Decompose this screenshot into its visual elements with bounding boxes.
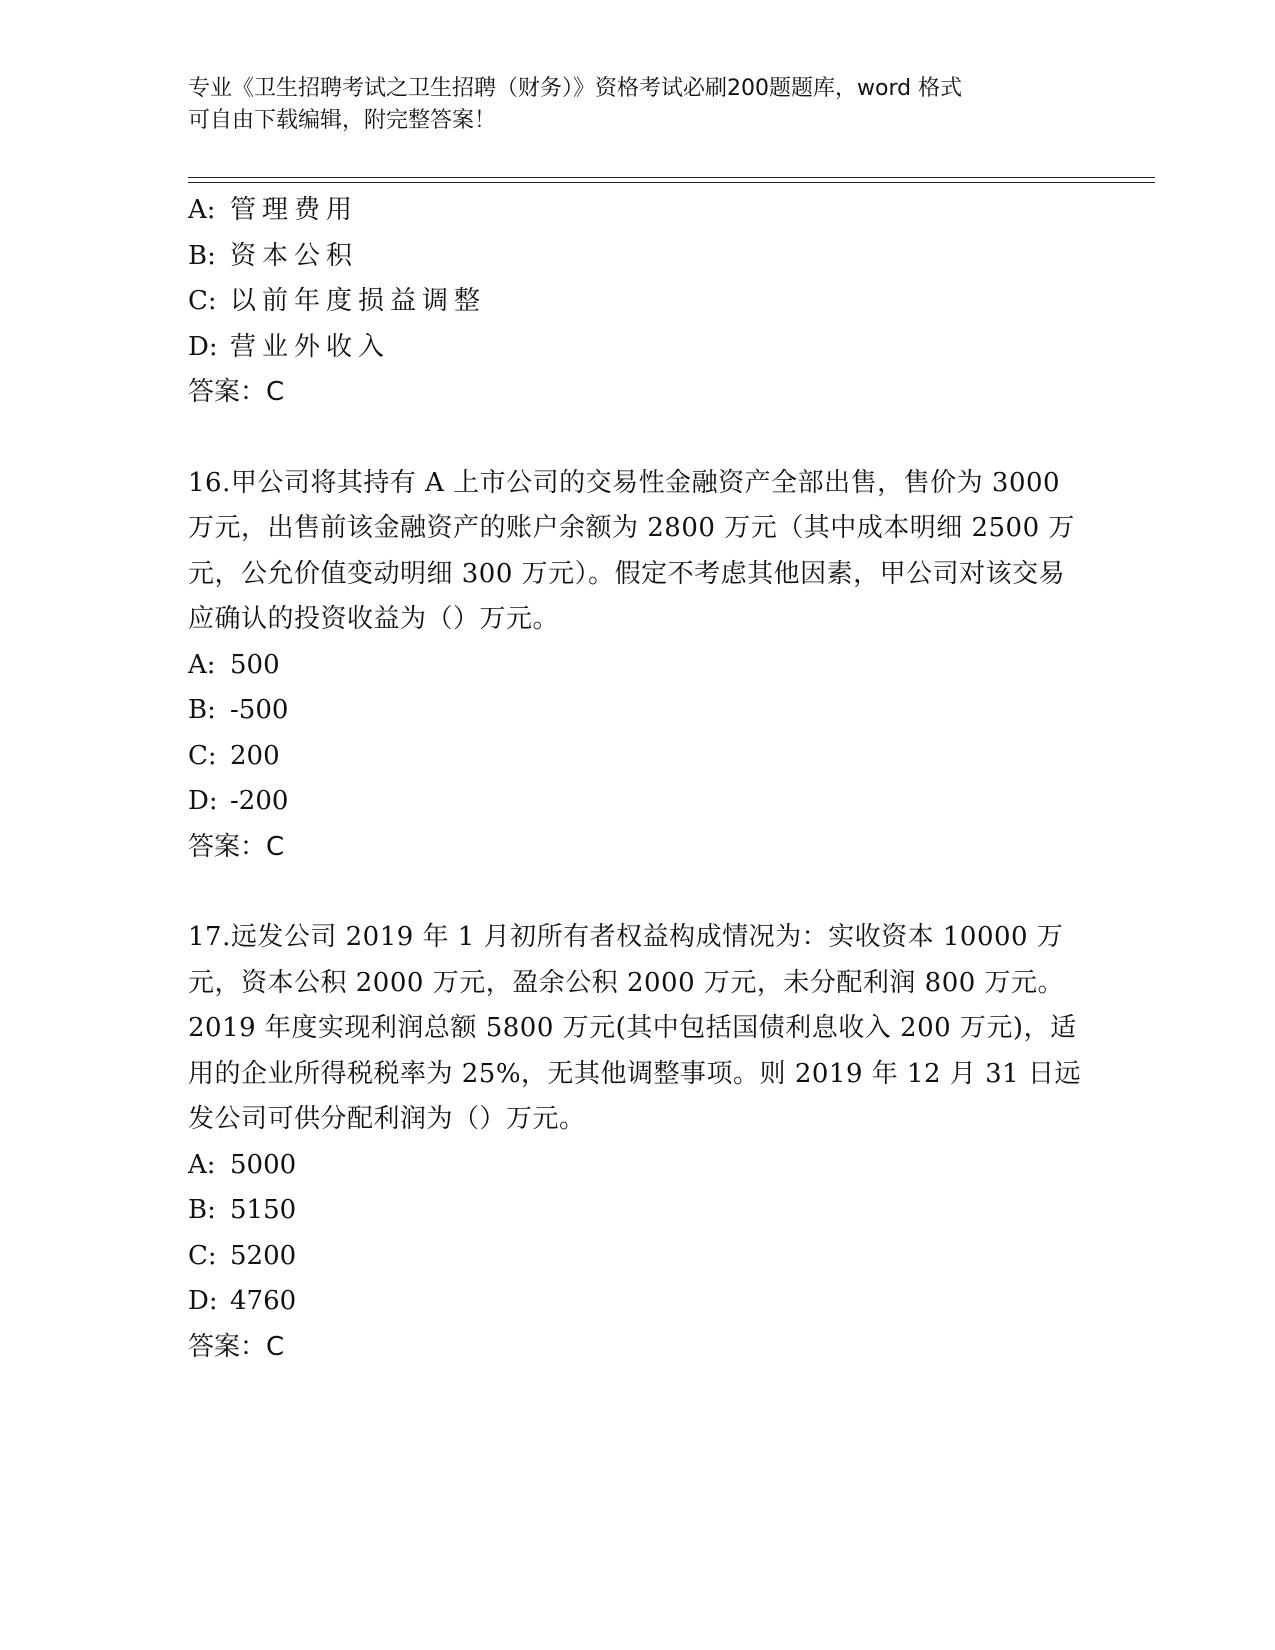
option-c <box>188 734 1088 780</box>
document-header <box>188 73 1088 137</box>
option-a <box>188 1143 1088 1189</box>
option-label: A: <box>188 195 216 225</box>
option-d <box>188 1279 1088 1325</box>
option-label: A: <box>188 1149 216 1180</box>
header-divider <box>188 177 1155 183</box>
option-label: D: <box>188 786 218 816</box>
question-stem: 16.甲公司将其持有 A 上市公司的交易性金融资产全部出售，售价为 3000 万元，出售前该金融资产的账户余额为 2800 万元（其中成本明细 2500 万元，公允价值变动明细 300 万元）。假定不考虑其他因素，甲公司对该交易应确认的投资收益为（）万元。 <box>188 467 1075 634</box>
question-17 <box>188 915 1088 1370</box>
answer-line: 答案：C <box>188 1331 285 1362</box>
option-text: 资本公积 <box>230 240 359 271</box>
option-text: 管理费用 <box>230 195 359 225</box>
option-label: B: <box>188 240 216 271</box>
option-text: 5200 <box>230 1240 297 1271</box>
option-text: 5000 <box>230 1149 297 1180</box>
option-text: 营业外收入 <box>230 331 391 362</box>
question-15 <box>188 188 1088 416</box>
question-content <box>188 188 1088 1370</box>
option-a <box>188 643 1088 689</box>
option-label: B: <box>188 695 216 725</box>
option-c <box>188 279 1088 325</box>
option-label: B: <box>188 1195 216 1225</box>
option-d <box>188 779 1088 825</box>
option-label: C: <box>188 286 217 316</box>
option-a <box>188 188 1088 234</box>
option-label: D: <box>188 331 218 362</box>
option-b <box>188 688 1088 734</box>
header-line-1: 专业《卫生招聘考试之卫生招聘（财务）》资格考试必刷200题题库，word 格式 <box>188 76 963 101</box>
option-label: A: <box>188 649 216 680</box>
option-c <box>188 1234 1088 1280</box>
option-label: D: <box>188 1286 218 1316</box>
option-label: C: <box>188 740 217 771</box>
option-text: -200 <box>230 786 289 816</box>
option-text: 以前年度损益调整 <box>230 286 487 316</box>
option-text: -500 <box>230 695 289 725</box>
question-stem: 17.远发公司 2019 年 1 月初所有者权益构成情况为：实收资本 10000 万元，资本公积 2000 万元，盈余公积 2000 万元，未分配利润 800 万元。2019 年度实现利润总额 5800 万元(其中包括国债利息收入 200 万元)，适用的企业所得税税率为 25%，无其他调整事项。则 2019 年 12 月 31 日远发公司可供分配利润为（）万元。 <box>188 922 1081 1134</box>
option-text: 200 <box>230 740 280 771</box>
answer-line: 答案：C <box>188 377 285 407</box>
option-text: 500 <box>230 649 280 680</box>
question-16 <box>188 461 1088 871</box>
option-d <box>188 325 1088 371</box>
option-b <box>188 1188 1088 1234</box>
header-line-2: 可自由下载编辑，附完整答案！ <box>188 108 497 133</box>
option-text: 4760 <box>230 1286 297 1316</box>
option-text: 5150 <box>230 1195 297 1225</box>
option-b <box>188 234 1088 280</box>
option-label: C: <box>188 1240 217 1271</box>
answer-line: 答案：C <box>188 831 285 862</box>
